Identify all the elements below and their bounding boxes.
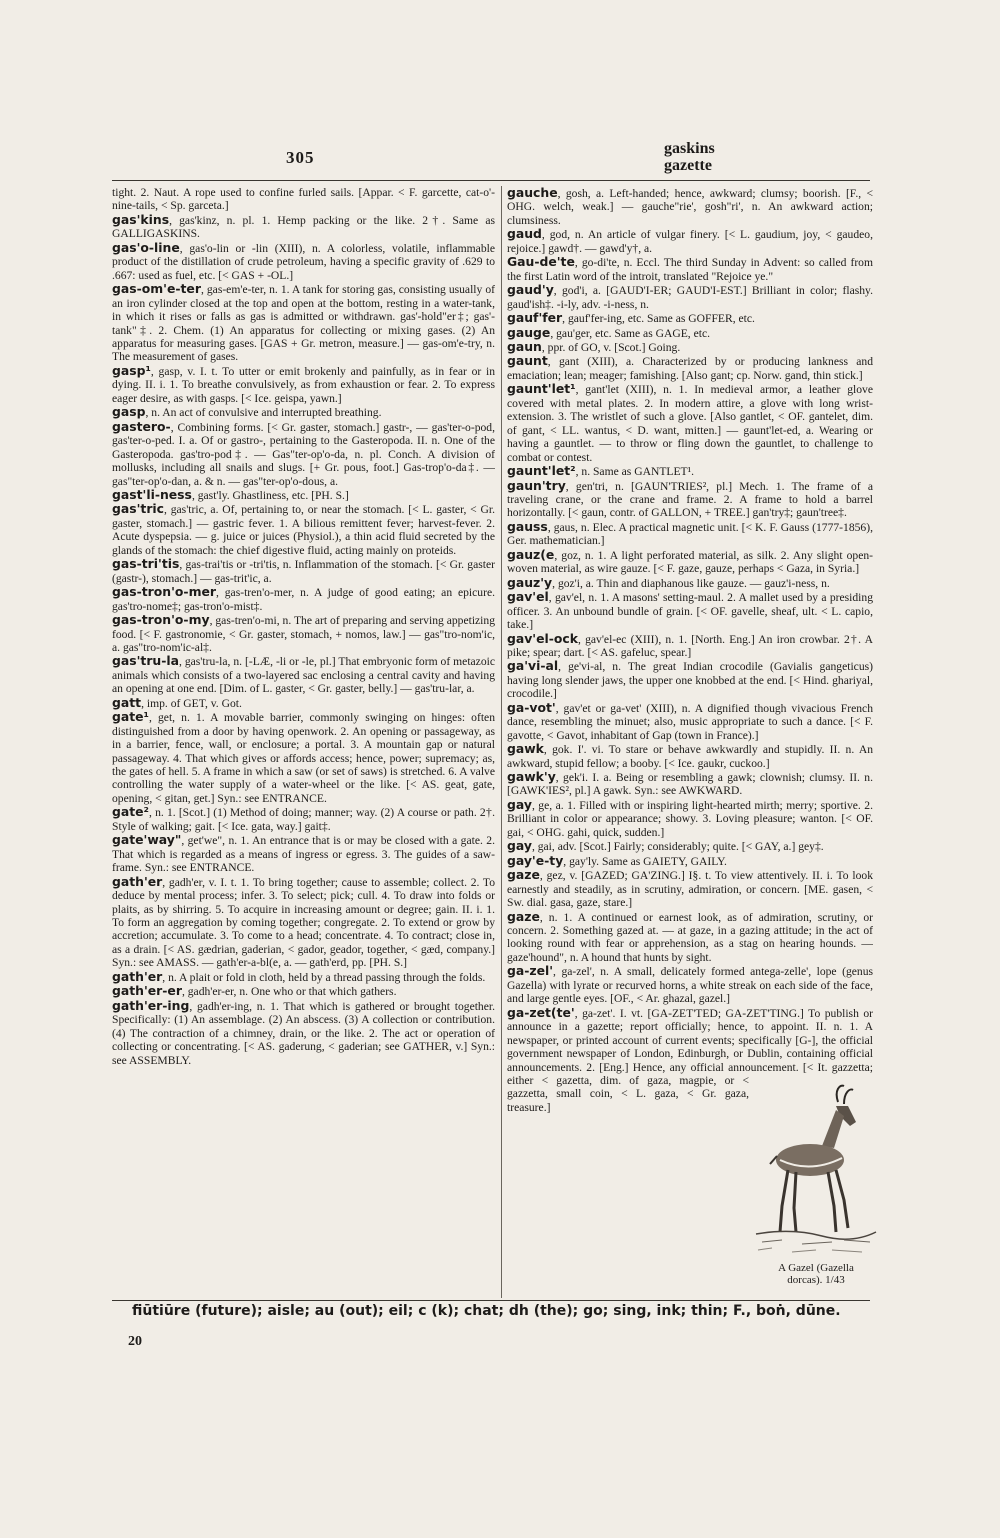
entry-definition: , ge, a. 1. Filled with or inspiring light-hearted mirth; merry; sportive. 2. Brilliant in color or appearance; showy. 3. Loving pleasure; wanton. [< OF. gai, < OHG. gahi, quick, sudden.] <box>507 798 873 839</box>
entry-definition: , gai, adv. [Scot.] Fairly; considerably; quite. [< GAY, a.] gey‡. <box>531 840 824 854</box>
entry-headword: gaunt'let¹ <box>507 381 576 397</box>
entry-headword: gatt <box>112 694 142 710</box>
entry-headword: gas'tric <box>112 501 165 517</box>
entry-headword: gauss <box>507 518 548 534</box>
figure-caption <box>752 1262 880 1286</box>
entry-headword: gaunt'let² <box>507 463 576 479</box>
dictionary-entry <box>112 502 495 557</box>
entry-definition: , n. A plait or fold in cloth, held by a thread passing through the folds. <box>162 970 486 984</box>
entry-definition: , god, n. An article of vulgar finery. [< L. gaudium, joy, < gaudeo, rejoice.] gawd†. — gawd'y†, a. <box>507 228 873 255</box>
entry-definition: , gadh'er, v. I. t. 1. To bring together; cause to assemble; collect. 2. To deduce by mental process; infer. 3. To select; pick; cull. 4. To draw into folds or plaits, as by shirring. 5. To acquire in increasing amount or degree; gain. II. i. 1. To form an aggregation by coming together; congregate. 2. To extend or grow by accretion; accumulate. 3. To come to a head; concentrate. 4. To contract; close in, as a drain. [< AS. gædrian, gaderian, < gador, geador, together, < gæd, company.] Syn.: see AMASS. — gath'er-a-bl(e, a. — gath'erd, pp. [PH. S.] <box>112 875 495 970</box>
dictionary-entry <box>112 613 495 654</box>
entry-definition: , go-di'te, n. Eccl. The third Sunday in Advent: so called from the first Latin word of the introit, translated "Rejoice ye." <box>507 256 873 283</box>
entry-headword: gaud'y <box>507 282 554 298</box>
entry-definition: , gav'et or ga-vet' (XIII), n. A dignified though vivacious French dance, resembling the minuet; also, music appropriate to such a dance. [< F. gavotte, < Gavot, inhabitant of Gap (town in France).] <box>507 701 873 742</box>
guide-word-last: gazette <box>664 157 712 174</box>
dictionary-entry <box>507 964 873 1005</box>
pronunciation-key: fiūtiūre (future); aisle; au (out); eil; c (k); chat; dh (the); go; sing, ink; thin; F., boṅ, dūne. <box>132 1303 841 1319</box>
entry-definition: , gant (XIII), a. Characterized by or producing lankness and emaciation; lean; meager; famishing. [Also gant; cp. Norw. gand, thin stick.] <box>507 355 873 382</box>
footer-rule <box>112 1300 870 1301</box>
entry-headword: gas-om'e-ter <box>112 281 201 297</box>
dictionary-entry <box>112 654 495 695</box>
entry-definition: , ga-zet'. I. vt. [GA-ZET'TED; GA-ZET'TING.] To publish or announce in a gazette; report officially; hence, to appoint. II. n. 1. A newspaper, or printed account of current events; specifically [G-], the official government newspaper of London, Edinburgh, or Dublin, containing official announcements. 2. [Eng.] Hence, any official announcement. [< It. gazzetta; either < gazetta, dim. of gaza, magpie, or < gazzetta, small coin, < L. gaza, < Gr. gaza, treasure.] <box>507 1006 873 1114</box>
entry-definition: , ga-zel', n. A small, delicately formed antega-zelle', lope (genus Gazella) with lyrate or recurved horns, a white streak on each side of the face, and large gentle eyes. [OF., < Ar. ghazal, gazel.] <box>507 965 873 1006</box>
entry-headword: gasp¹ <box>112 362 151 378</box>
dictionary-entry <box>507 464 873 478</box>
entry-definition: , n. An act of convulsive and interrupted breathing. <box>145 406 382 420</box>
entry-headword: Gau-de'te <box>507 254 575 270</box>
entry-headword: gav'el <box>507 589 549 605</box>
guide-words <box>664 140 715 174</box>
dictionary-entry <box>112 420 495 488</box>
dictionary-entry <box>507 576 873 590</box>
entry-definition: , n. Same as GANTLET¹. <box>575 465 695 479</box>
entry-headword: gaze <box>507 867 540 883</box>
entry-headword: gaunt <box>507 353 548 369</box>
entry-definition: , gok. I'. vi. To stare or behave awkwardly and stupidly. II. n. An awkward, stupid fellow; a booby. [< Ice. gaukr, cuckoo.] <box>507 743 873 770</box>
gazelle-figure <box>752 1082 880 1294</box>
entry-headword: gast'li-ness <box>112 486 192 502</box>
figure-caption-line1: A Gazel (Gazella <box>778 1262 854 1274</box>
dictionary-entry <box>507 770 873 798</box>
entry-headword: gauz(e <box>507 546 555 562</box>
dictionary-entry <box>507 283 873 311</box>
entry-definition: , gaus, n. Elec. A practical magnetic unit. [< K. F. Gauss (1777-1856), Ger. mathematician.] <box>507 520 873 548</box>
entry-definition: , gau'ger, etc. Same as GAGE, etc. <box>550 326 711 340</box>
dictionary-entry <box>507 311 873 325</box>
entry-headword: gay <box>507 796 532 812</box>
dictionary-entry <box>112 805 495 833</box>
gazelle-icon <box>752 1082 880 1262</box>
dictionary-entry <box>507 354 873 382</box>
dictionary-entry <box>507 326 873 340</box>
entry-headword: gath'er <box>112 873 163 889</box>
dictionary-entry <box>112 213 495 241</box>
entry-headword: gav'el-ock <box>507 630 578 646</box>
entry-headword: gay'e-ty <box>507 852 564 868</box>
entry-headword: gawk'y <box>507 769 556 785</box>
entry-definition: , imp. of GET, v. Got. <box>141 696 242 710</box>
entry-headword: gawk <box>507 741 544 757</box>
entry-definition: , get'we", n. 1. An entrance that is or may be closed with a gate. 2. That which is regarded as a means of ingress or egress. 3. The guides of a saw-frame. Syn.: see ENTRANCE. <box>112 834 495 875</box>
column-divider <box>501 186 502 1298</box>
entry-headword: gauge <box>507 324 551 340</box>
entry-headword: gath'er-er <box>112 983 182 999</box>
entry-definition: , gek'i. I. a. Being or resembling a gawk; clownish; clumsy. II. n. [GAWK'IES², pl.] A gawk. Syn.: see AWKWARD. <box>507 771 873 798</box>
entry-definition: , goz'i, a. Thin and diaphanous like gauze. — gauz'i-ness, n. <box>552 576 830 590</box>
entry-headword: gas'kins <box>112 211 170 227</box>
dictionary-entry <box>112 364 495 405</box>
entry-definition: , get, n. 1. A movable barrier, commonly swinging on hinges: often distinguished from a door by having openwork. 2. An opening or passageway, as in a barrier, fence, wall, or enclosure; a portal. 3. A mountain gap or natural passageway. 4. That which gives or affords access; hence, power; supremacy; as, the gates of hell. 5. A frame in which a saw (or set of saws) is stretched. 6. A valve controlling the water supply of a water-wheel or the like. [< AS. geat, gate, opening, < gitan, get.] Syn.: see ENTRANCE. <box>112 711 495 805</box>
dictionary-entry <box>507 479 873 520</box>
entry-headword: gay <box>507 838 532 854</box>
dictionary-entry <box>507 701 873 742</box>
entry-definition: , ge'vi-al, n. The great Indian crocodile (Gavialis gangeticus) having long slender jaws, the upper one knobbed at the end. [< Hind. ghariyal, crocodile.] <box>507 660 873 701</box>
entry-definition: , gauf'fer-ing, etc. Same as GOFFER, etc. <box>562 312 755 326</box>
dictionary-entry <box>112 833 495 874</box>
dictionary-entry <box>507 340 873 354</box>
dictionary-entry <box>112 585 495 613</box>
dictionary-entry <box>112 241 495 282</box>
entry-headword: gastero- <box>112 418 171 434</box>
entry-definition: , gant'let (XIII), n. 1. In medieval armor, a leather glove covered with metal plates. 2. In modern attire, a glove with long wrist-extension. 3. The wristlet of such a glove. [Also gantlet, < OF. gantelet, dim. of gant, < LL. wantus, < D. want, mitten.] — gaunt'let-ed, a. Wearing or having a gauntlet. — to throw or fling down the gauntlet, to challenge to combat or contest. <box>507 383 873 464</box>
dictionary-entry <box>507 548 873 576</box>
dictionary-entry <box>112 970 495 984</box>
signature-mark: 20 <box>128 1334 142 1349</box>
dictionary-entry <box>507 839 873 853</box>
dictionary-entry <box>507 854 873 868</box>
dictionary-entry <box>507 520 873 548</box>
entry-definition: , gas'tru-la, n. [-LÆ, -li or -le, pl.] That embryonic form of metazoic animals which consists of a two-layered sac enclosing a central cavity and having an opening at one end. [Dim. of L. gaster, < Gr. gaster, belly.] — gas'tru-lar, a. <box>112 655 495 696</box>
entry-definition: , gav'el-ec (XIII), n. 1. [North. Eng.] An iron crowbar. 2†. A pike; spear; dart. [< AS. gafeluc, spear.] <box>507 632 873 659</box>
entry-definition: , gas'o-lin or -lin (XIII), n. A colorless, volatile, inflammable product of the distillation of crude petroleum, having a specific gravity of .629 to .667: used as fuel, etc. [< GAS + -OL.] <box>112 241 495 282</box>
entry-definition: , gas'tric, a. Of, pertaining to, or near the stomach. [< L. gaster, < Gr. gaster, stomach.] — gastric fever. 1. A bilious remittent fever; harvest-fever. 2. Acute dyspepsia. — g. juice or juices (Physiol.), a thin acid fluid secreted by the glands of the stomach: the chief digestive fluid, acting mainly on proteids. <box>112 503 495 557</box>
entry-headword: gauf'fer <box>507 310 563 326</box>
entry-definition: , gez, v. [GAZED; GA'ZING.] I§. t. To view attentively. II. i. To look earnestly and steadily, as in scrutiny, admiration, or concern. [ME. gasen, < Sw. dial. gasa, gaze, stare.] <box>507 869 873 910</box>
entry-headword: gaun <box>507 338 542 354</box>
dictionary-entry <box>112 488 495 502</box>
entry-definition: , goz, n. 1. A light perforated material, as silk. 2. Any slight open-woven material, as wire gauze. [< F. gaze, gauze, perhaps < Gaza, in Syria.] <box>507 548 873 576</box>
entry-definition: , gay'ly. Same as GAIETY, GAILY. <box>563 854 727 868</box>
header-rule <box>112 180 870 181</box>
entry-headword: gaze <box>507 908 540 924</box>
entry-headword: ga-zet(te' <box>507 1004 575 1020</box>
dictionary-entry <box>507 659 873 700</box>
dictionary-entry <box>112 984 495 998</box>
entry-headword: gate'way" <box>112 832 182 848</box>
entry-headword: ga'vi-al <box>507 658 559 674</box>
dictionary-entry <box>112 405 495 419</box>
dictionary-entry <box>112 710 495 805</box>
entry-headword: gas'tru-la <box>112 653 180 669</box>
entry-headword: gasp <box>112 404 146 420</box>
page-number: 305 <box>286 148 315 167</box>
entry-headword: gate¹ <box>112 709 149 725</box>
dictionary-entry <box>507 255 873 283</box>
entry-headword: gate² <box>112 804 149 820</box>
dictionary-entry <box>507 798 873 839</box>
entry-headword: gas'o-line <box>112 239 180 255</box>
dictionary-entry <box>112 282 495 364</box>
entry-headword: gas-tron'o-my <box>112 612 210 628</box>
dictionary-entry <box>112 999 495 1067</box>
guide-word-first: gaskins <box>664 140 715 157</box>
entry-headword: gath'er <box>112 968 163 984</box>
entry-definition: , n. 1. A continued or earnest look, as of admiration, scrutiny, or concern. 2. Something gazed at. — at gaze, in a gazing attitude; in the act of looking round with fear or apprehension, as a stag on hearing hounds. — gaze'hound", n. A hound that hunts by sight. <box>507 910 873 964</box>
entry-definition: , god'i, a. [GAUD'I-ER; GAUD'I-EST.] Brilliant in color; flashy. gaud'ish‡. -i-ly, adv. -i-ness, n. <box>507 284 873 311</box>
entry-definition: , n. 1. [Scot.] (1) Method of doing; manner; way. (2) A course or path. 2†. Style of walking; gait. [< Ice. gata, way.] gait‡. <box>112 806 495 833</box>
entry-headword: gaud <box>507 226 542 242</box>
dictionary-entry: tight. 2. Naut. A rope used to confine furled sails. [Appar. < F. garcette, cat-o'-nine-tails, < Sp. garceta.] <box>112 186 495 213</box>
dictionary-entry <box>507 590 873 631</box>
figure-caption-line2: dorcas). 1/43 <box>787 1274 845 1286</box>
dictionary-entry <box>507 227 873 255</box>
entry-definition: , gadh'er-er, n. One who or that which gathers. <box>181 985 397 999</box>
entry-headword: gas-tri'tis <box>112 556 180 572</box>
entry-headword: gath'er-ing <box>112 997 190 1013</box>
entry-definition: , gas'kinz, n. pl. 1. Hemp packing or the like. 2†. Same as GALLIGASKINS. <box>112 213 495 241</box>
entry-definition: , ppr. of GO, v. [Scot.] Going. <box>541 340 681 354</box>
entry-definition: , gosh, a. Left-handed; hence, awkward; clumsy; boorish. [F., < OHG. welch, weak.] — gauche"rie', gosh"ri', n. An awkward action; clumsiness. <box>507 187 873 227</box>
entry-headword: ga-zel' <box>507 963 554 979</box>
entry-definition: , gav'el, n. 1. A masons' setting-maul. 2. A mallet used by a presiding officer. 3. An unbound bundle of grain. [< OF. gavelle, sheaf, ult. < L. capio, take.] <box>507 591 873 632</box>
dictionary-entry <box>112 696 495 710</box>
left-column <box>112 186 495 1298</box>
entry-definition: , gas-tren'o-mer, n. A judge of good eating; an epicure. gas'tro-nome‡; gas-tron'o-mist‡. <box>112 586 495 613</box>
entry-definition: , gast'ly. Ghastliness, etc. [PH. S.] <box>191 488 349 502</box>
entry-definition: , gadh'er-ing, n. 1. That which is gathered or brought together. Specifically: (1) An assemblage. (2) An abscess. (3) A collection or contribution. (4) The contraction of a chimney, drain, or the like. 2. The act or operation of collecting or concentrating. [< AS. gaderung, < gaderian; see GATHER, v.] Syn.: see ASSEMBLY. <box>112 999 495 1067</box>
dictionary-entry <box>507 742 873 770</box>
entry-headword: gauche <box>507 186 558 200</box>
entry-definition: , gas-em'e-ter, n. 1. A tank for storing gas, consisting usually of an iron cylinder closed at the top and open at the bottom, resting in a water-tank, in which it rises or falls as gas is admitted or withdrawn. gas'-hold"er‡; gas'-tank"‡. 2. Chem. (1) An apparatus for collecting or mixing gases. (2) An apparatus for measuring gases. [GAS + Gr. metron, measure.] — gas-om'e-try, n. The measurement of gases. <box>112 283 495 364</box>
entry-definition: , gas-tren'o-mi, n. The art of preparing and serving appetizing food. [< F. gastronomie, < Gr. gaster, stomach, + nomos, law.] — gas"tro-nom'ic, a. gas"tro-nom'ic-al‡. <box>112 614 495 654</box>
entry-definition: , gen'tri, n. [GAUN'TRIES², pl.] Mech. 1. The frame of a traveling crane, or the crane and frame. 2. A frame to hold a barrel horizontally. [< gaun, contr. of GALLON, + TREE.] gan'try‡; gaun'tree‡. <box>507 479 873 520</box>
entry-headword: gas-tron'o-mer <box>112 584 216 600</box>
dictionary-entry <box>507 868 873 909</box>
dictionary-entry <box>507 186 873 227</box>
entry-headword: gauz'y <box>507 574 553 590</box>
entry-definition: , gasp, v. I. t. To utter or emit brokenly and painfully, as in fear or in dying. II. i. 1. To breathe convulsively, as from exhaustion or fear. 2. To express eager desire, as with gasps. [< Ice. geispa, yawn.] <box>112 364 495 405</box>
entry-definition: , gas-trai'tis or -tri'tis, n. Inflammation of the stomach. [< Gr. gaster (gastr-), stomach.] — gas-trit'ic, a. <box>112 558 495 585</box>
dictionary-entry <box>507 382 873 464</box>
dictionary-entry <box>507 632 873 660</box>
entry-definition: , Combining forms. [< Gr. gaster, stomach.] gastr-, — gas'ter-o-pod, gas'ter-o-ped. I. a. Of or gastro-, pertaining to the Gasteropoda. II. n. One of the Gasteropoda. gas'tro-pod‡. — Gas"ter-op'o-da, n. pl. Conch. A division of mollusks, including all snails and slugs. [+ Gr. pous, foot.] Gas-trop'o-da‡. — gas"ter-op'o-dan, a. & n. — gas"ter-op'o-dous, a. <box>112 420 495 488</box>
dictionary-entry <box>112 875 495 970</box>
dictionary-entry <box>112 557 495 585</box>
dictionary-entry <box>507 910 873 965</box>
entry-headword: gaun'try <box>507 477 566 493</box>
entry-headword: ga-vot' <box>507 699 556 715</box>
